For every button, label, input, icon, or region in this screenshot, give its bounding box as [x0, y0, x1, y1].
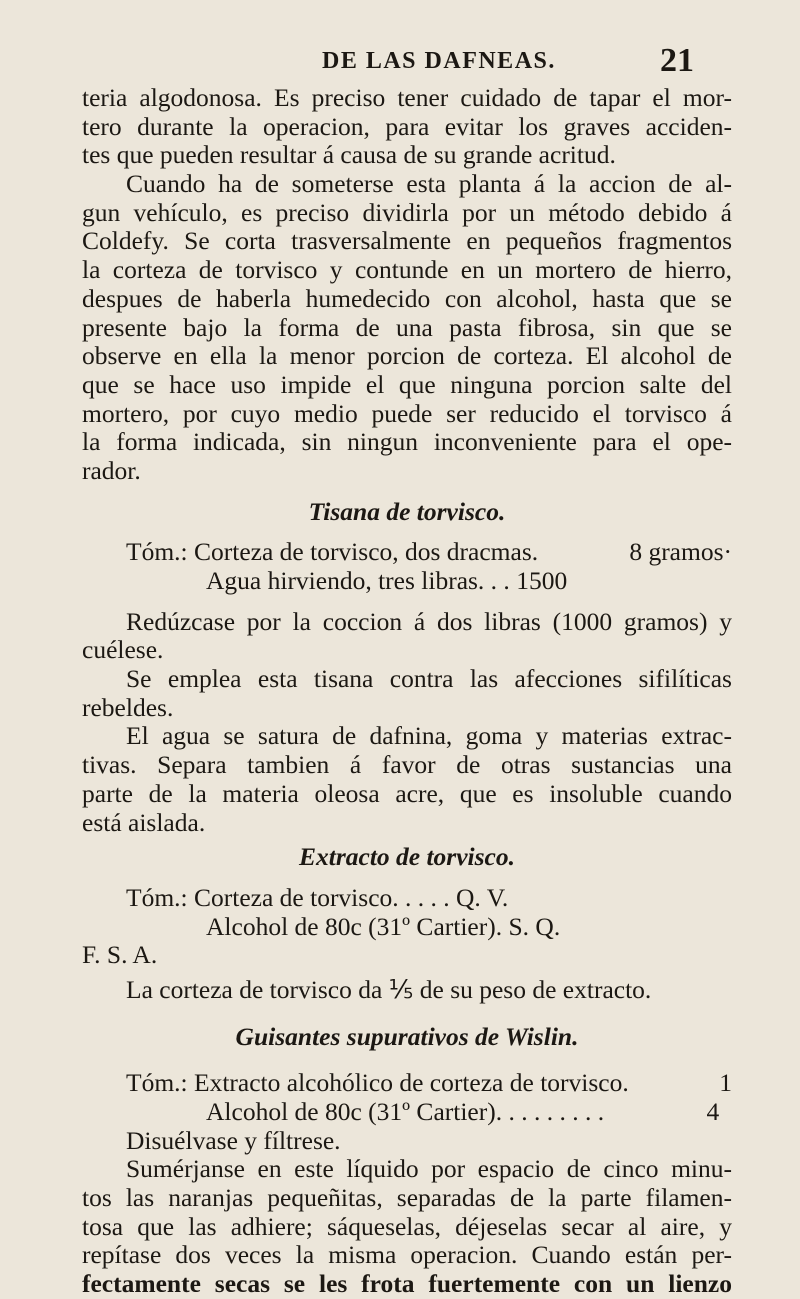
paragraph [82, 170, 732, 486]
formula [82, 1069, 732, 1126]
formula-line [82, 1098, 732, 1127]
text-line: repítase dos veces la misma operacion. Cuando están per- [82, 1240, 732, 1270]
text-line: tes que pueden resultar á causa de su grande acritud. [82, 140, 616, 170]
text-line: despues de haberla humedecido con alcohol, hasta que se [82, 283, 732, 313]
formula [82, 884, 732, 970]
text-line: Redúzcase por la coccion á dos libras (1000 gramos) y [126, 606, 732, 636]
page-header [0, 44, 800, 84]
text-line: está aislada. [82, 807, 206, 837]
formula-line [82, 1069, 732, 1098]
paragraph [82, 608, 732, 665]
text-line: El agua se satura de dafnina, goma y materias extrac- [126, 721, 732, 751]
text-line: Se emplea esta tisana contra las afecciones sifilíticas [126, 664, 732, 694]
paragraph [82, 84, 732, 170]
formula-text: Corteza de torvisco. . . . . Q. V. [194, 882, 509, 912]
paragraph [82, 722, 732, 837]
formula-label: Tóm.: [126, 537, 188, 567]
text-line: Coldefy. Se corta trasversalmente en pequeños fragmentos [82, 226, 732, 256]
text-line: Cuando ha de someterse esta planta á la accion de al- [126, 169, 732, 199]
page-number: 21 [660, 42, 694, 79]
text-line: presente bajo la forma de una pasta fibrosa, sin que se [82, 312, 732, 342]
formula-value: 4 [706, 1097, 720, 1126]
formula-line [82, 567, 732, 596]
text-line: Disuélvase y fíltrese. [126, 1125, 341, 1155]
paragraph [82, 665, 732, 722]
text-line: tivas. Separa tambien á favor de otras sustancias una [82, 750, 732, 780]
text-line: gun vehículo, es preciso dividirla por un método debido á [82, 197, 732, 227]
text-line: Sumérjanse en este líquido por espacio de cinco minu- [126, 1154, 732, 1184]
text-line: fectamente secas se les frota fuertemente con un lienzo [82, 1269, 732, 1299]
text-line: teria algodonosa. Es preciso tener cuidado de tapar el mor- [82, 83, 732, 112]
text-line: tosa que las adhiere; sáqueselas, déjeselas secar al aire, y [82, 1211, 732, 1241]
formula-value: 1 [719, 1068, 732, 1098]
running-title: DE LAS DAFNEAS. [322, 48, 556, 74]
text-line: tero durante la operacion, para evitar los graves acciden- [82, 111, 732, 141]
formula [82, 538, 732, 595]
formula-line [82, 538, 732, 567]
text-line: que se hace uso impide el que ninguna porcion salte del [82, 369, 732, 399]
formula-text: Alcohol de 80c (31º Cartier). . . . . . . . . [206, 1097, 605, 1126]
formula-text: Agua hirviendo, tres libras. . . [206, 566, 510, 595]
text-line: rebeldes. [82, 692, 174, 722]
section-heading: Guisantes supurativos de Wislin. [235, 1021, 579, 1051]
text-line: tos las naranjas pequeñitas, separadas de la parte filamen- [82, 1183, 732, 1213]
formula-text: Alcohol de 80c (31º Cartier). S. Q. [206, 911, 561, 941]
text-line: La corteza de torvisco da ⅕ de su peso de extracto. [126, 974, 652, 1004]
formula-text: Corteza de torvisco, dos dracmas. [194, 537, 539, 567]
formula-label: Tóm.: [126, 1068, 188, 1098]
formula-fsa: F. S. A. [82, 940, 158, 970]
section-heading: Extracto de torvisco. [298, 842, 515, 872]
formula-value: 8 gramos· [629, 537, 732, 567]
paragraph [82, 1155, 732, 1298]
formula-label: Tóm.: [126, 882, 188, 912]
text-line: mortero, por cuyo medio puede ser reducido el torvisco á [82, 398, 732, 428]
formula-line [82, 884, 732, 913]
text-line: observe en ella la menor porcion de corteza. El alcohol de [82, 341, 732, 371]
body-text [82, 84, 732, 1299]
text-line: la forma indicada, sin ningun inconveniente para el ope- [82, 427, 732, 457]
formula-text: Extracto alcohólico de corteza de torvisco. [194, 1068, 629, 1098]
formula-value: 1500 [516, 566, 568, 595]
text-line: la corteza de torvisco y contunde en un mortero de hierro, [82, 255, 732, 285]
text-line: cuélese. [82, 635, 164, 665]
section-heading: Tisana de torvisco. [308, 496, 506, 526]
text-line: rador. [82, 455, 141, 485]
formula-line [82, 913, 732, 942]
text-line: parte de la materia oleosa acre, que es insoluble cuando [82, 778, 732, 808]
